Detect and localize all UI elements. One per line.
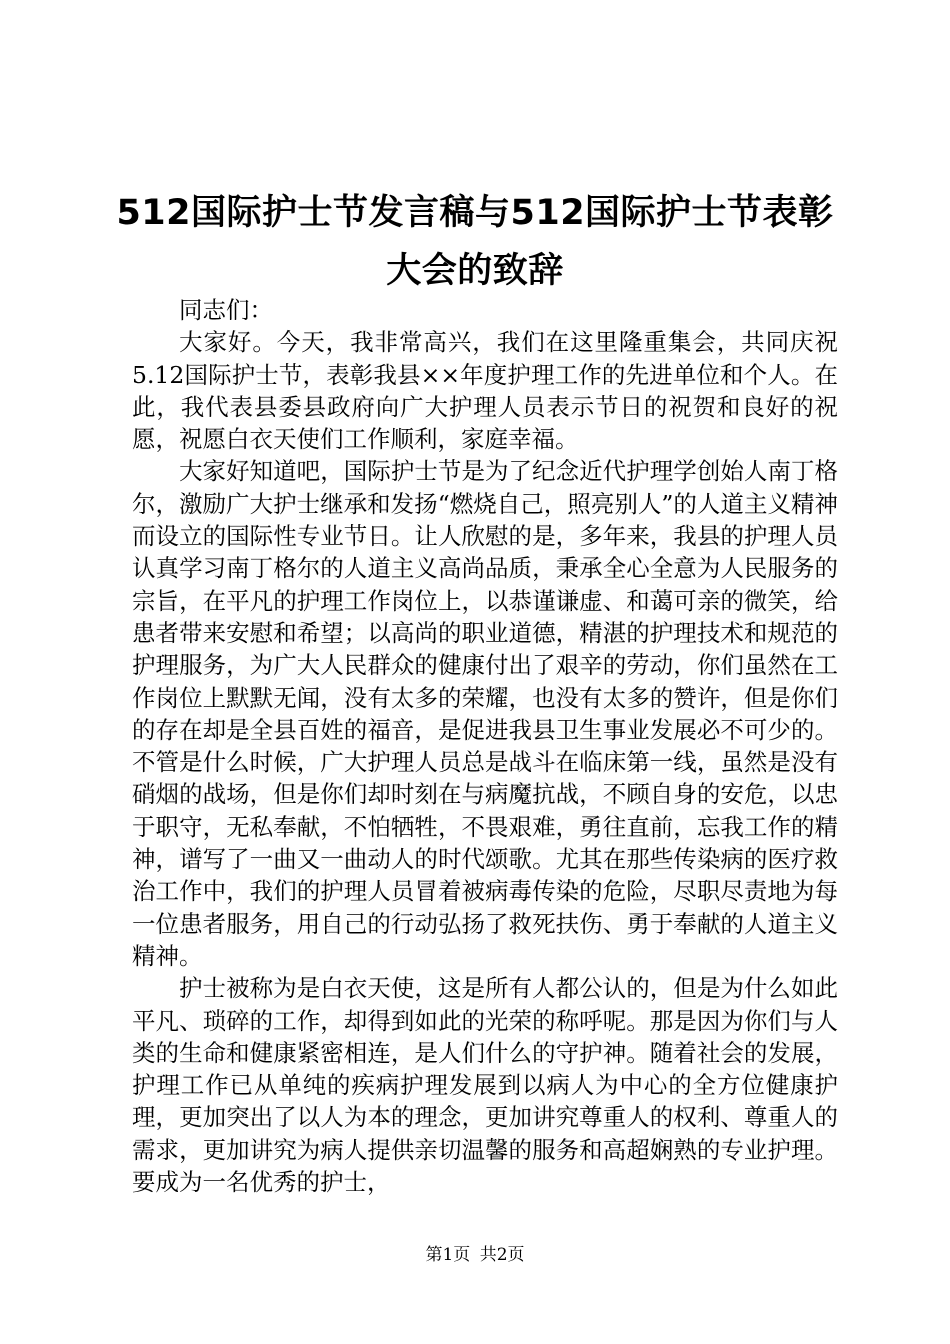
salutation: 同志们： (179, 296, 273, 324)
paragraph-2: 大家好知道吧，国际护士节是为了纪念近代护理学创始人南丁格尔，激励广大护士继承和发扬“燃烧自己，照亮别人”的人道主义精神而设立的国际性专业节日。让人欣慰的是，多年来，我县的护理人员认真学习南丁格尔的人道主义高尚品质，秉承全心全意为人民服务的宗旨，在平凡的护理工作岗位上，以恭谨谦虚、和蔼可亲的微笑，给患者带来安慰和希望；以高尚的职业道德，精湛的护理技术和规范的护理服务，为广大人民群众的健康付出了艰辛的劳动，你们虽然在工作岗位上默默无闻，没有太多的荣耀，也没有太多的赞许，但是你们的存在却是全县百姓的福音，是促进我县卫生事业发展必不可少的。不管是什么时候，广大护理人员总是战斗在临床第一线，虽然是没有硝烟的战场，但是你们却时刻在与病魔抗战，不顾自身的安危，以忠于职守，无私奉献，不怕牺牲，不畏艰难，勇往直前，忘我工作的精神，谱写了一曲又一曲动人的时代颂歌。尤其在那些传染病的医疗救治工作中，我们的护理人员冒着被病毒传染的危险，尽职尽责地为每一位患者服务，用自己的行动弘扬了救死扶伤、勇于奉献的人道主义精神。 (132, 457, 838, 970)
page-footer (0, 1244, 950, 1266)
page-number: 第1页 (425, 1245, 471, 1265)
page-total: 共2页 (479, 1245, 525, 1265)
document-title-line-2: 大会的致辞 (386, 251, 564, 291)
document-title-line-1: 512国际护士节发言稿与512国际护士节表彰 (116, 193, 834, 233)
document-body (132, 294, 838, 1198)
paragraph-3: 护士被称为是白衣天使，这是所有人都公认的，但是为什么如此平凡、琐碎的工作，却得到如此的光荣的称呼呢。那是因为你们与人类的生命和健康紧密相连，是人们什么的守护神。随着社会的发展，护理工作已从单纯的疾病护理发展到以病人为中心的全方位健康护理，更加突出了以人为本的理念，更加讲究尊重人的权利、尊重人的需求，更加讲究为病人提供亲切温馨的服务和高超娴熟的专业护理。要成为一名优秀的护士， (132, 974, 838, 1197)
paragraph-1: 大家好。今天，我非常高兴，我们在这里隆重集会，共同庆祝5.12国际护士节，表彰我县××年度护理工作的先进单位和个人。在此，我代表县委县政府向广大护理人员表示节日的祝贺和良好的祝愿，祝愿白衣天使们工作顺利，家庭幸福。 (132, 328, 838, 454)
